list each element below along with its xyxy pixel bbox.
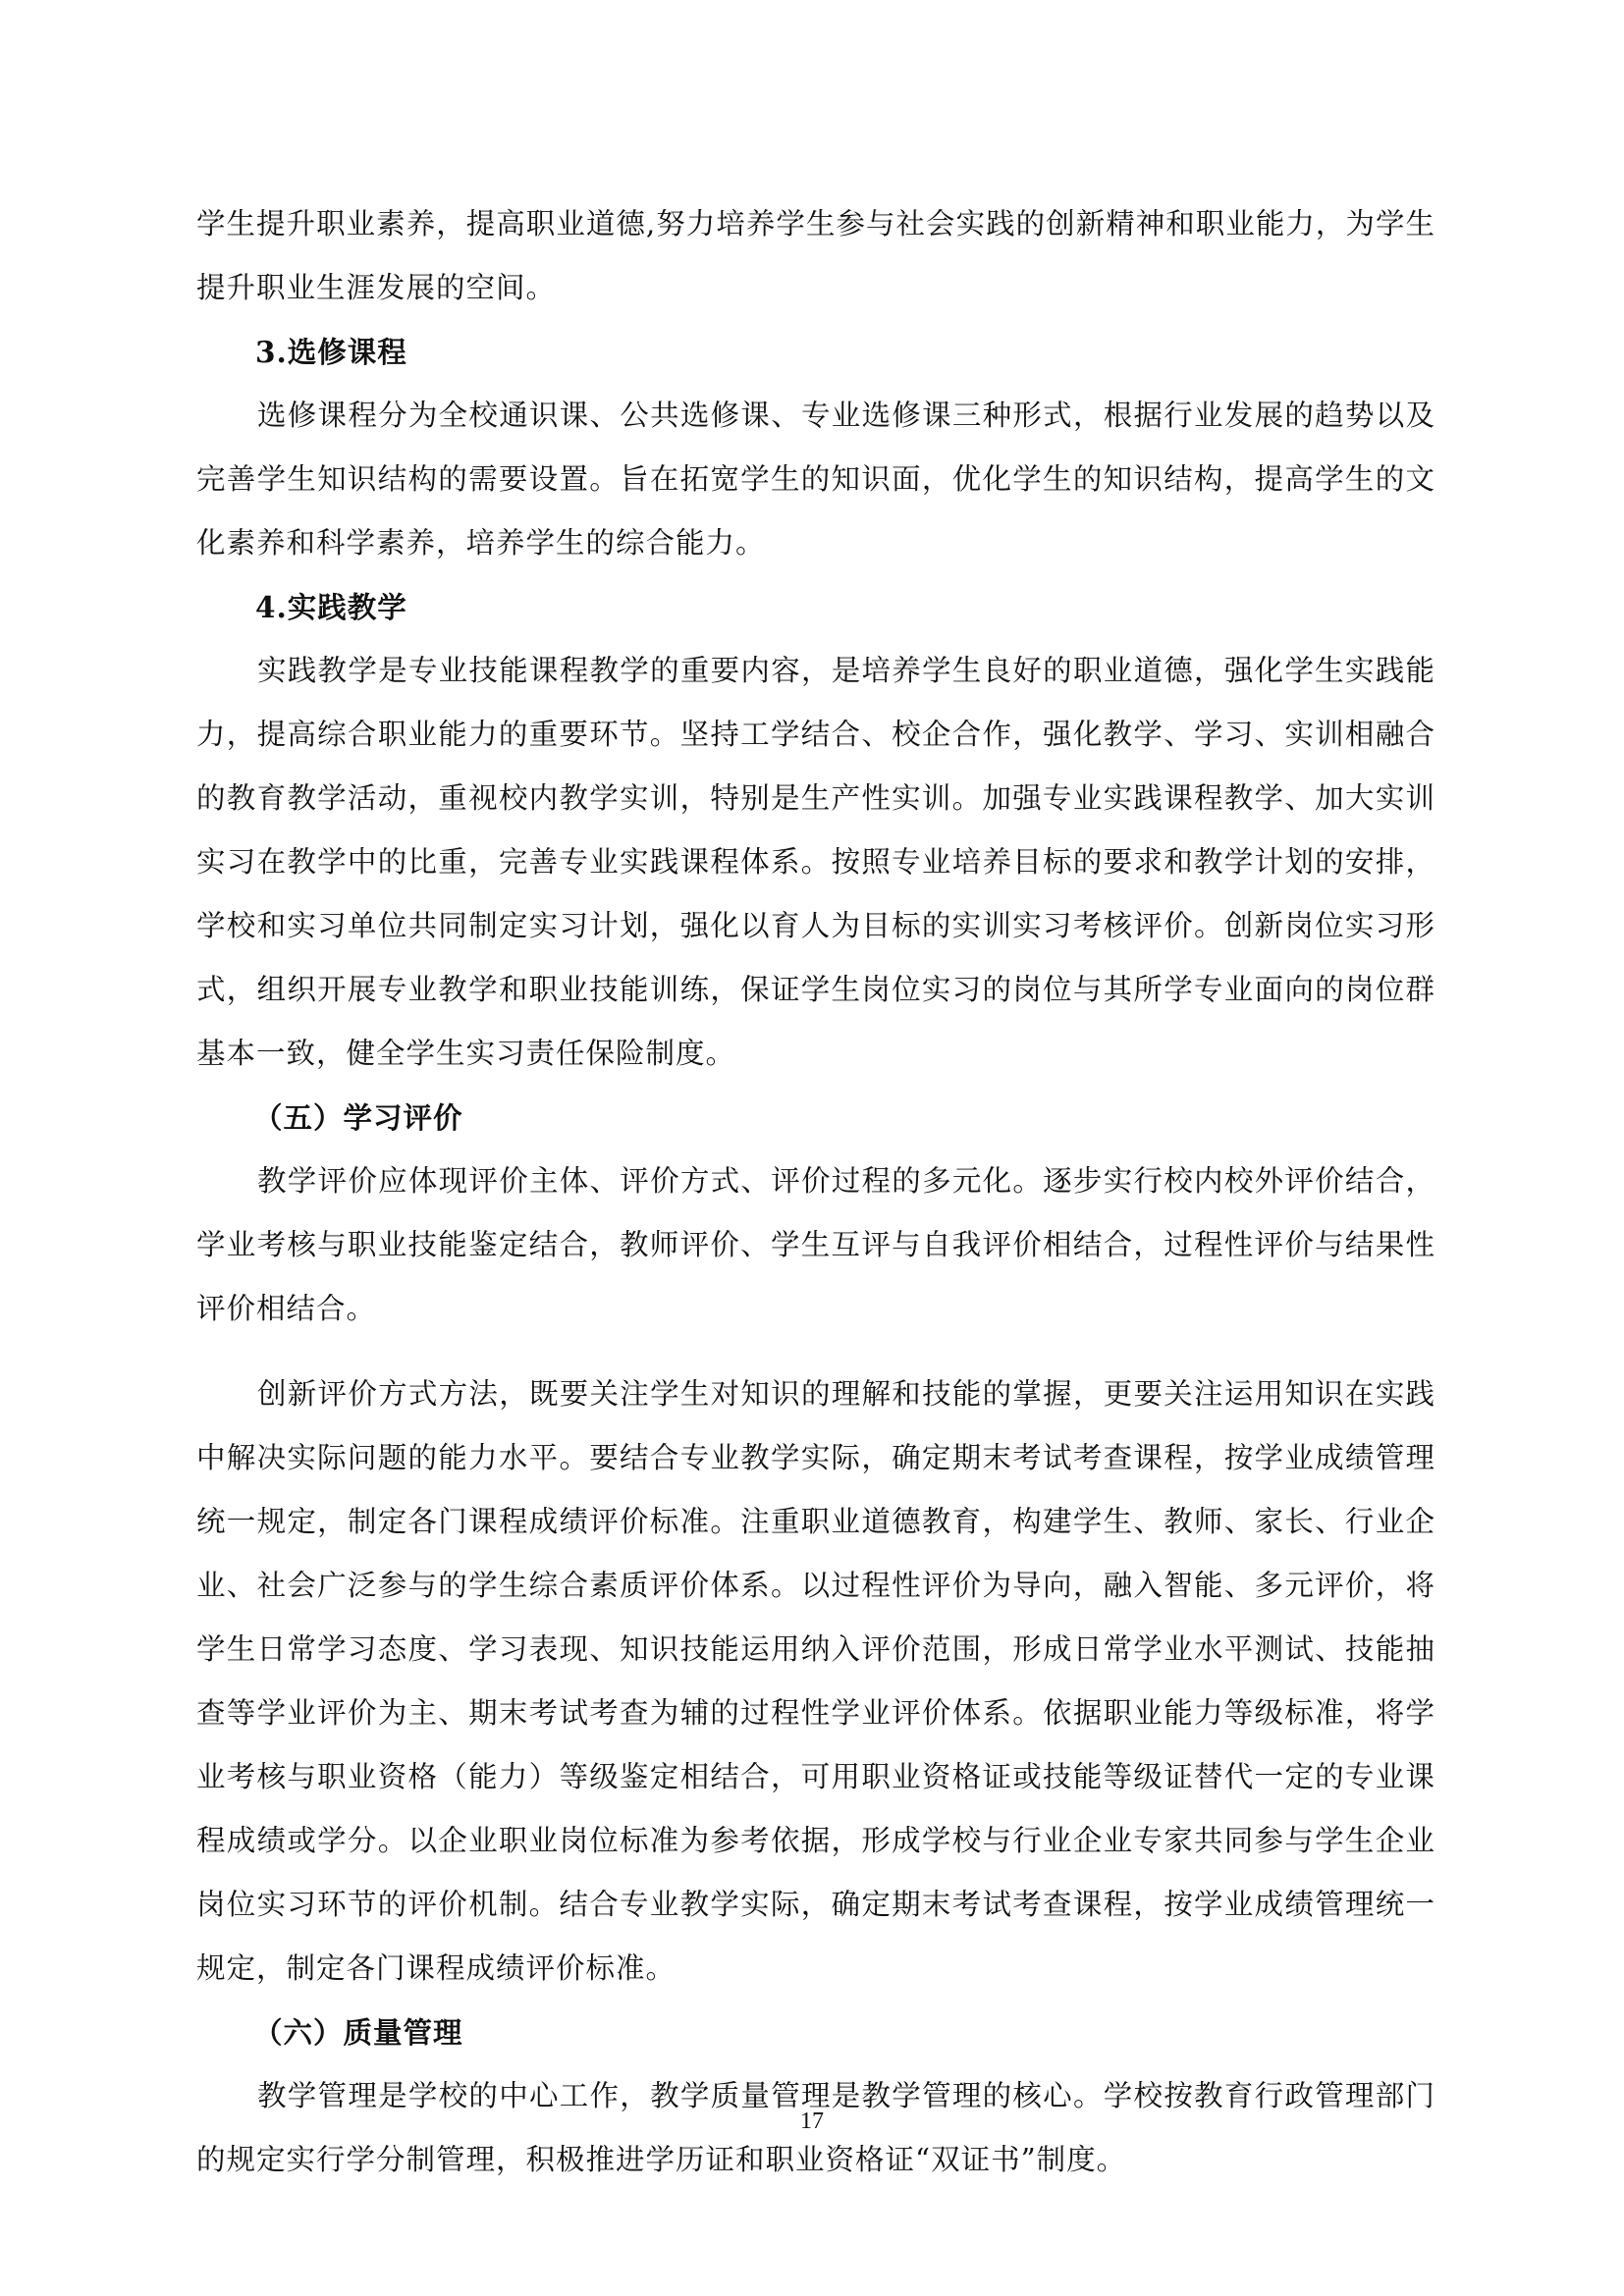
heading-quality-management: （六）质量管理 [253,2015,463,2050]
document-body [196,192,1435,2192]
paragraph-quality-management: 教学管理是学校的中心工作，教学质量管理是教学管理的核心。学校按教育行政管理部门的规定实行学分制管理，积极推进学历证和职业资格证“双证书”制度。 [196,2079,1435,2176]
paragraph-evaluation-methods: 创新评价方式方法，既要关注学生对知识的理解和技能的掌握，更要关注运用知识在实践中解决实际问题的能力水平。要结合专业教学实际，确定期末考试考查课程，按学业成绩管理统一规定，制定各门课程成绩评价标准。注重职业道德教育，构建学生、教师、家长、行业企业、社会广泛参与的学生综合素质评价体系。以过程性评价为导向，融入智能、多元评价，将学生日常学习态度、学习表现、知识技能运用纳入评价范围，形成日常学业水平测试、技能抽查等学业评价为主、期末考试考查为辅的过程性学业评价体系。依据职业能力等级标准，将学业考核与职业资格（能力）等级鉴定相结合，可用职业资格证或技能等级证替代一定的专业课程成绩或学分。以企业职业岗位标准为参考依据，形成学校与行业企业专家共同参与学生企业岗位实习环节的评价机制。结合专业教学实际，确定期末考试考查课程，按学业成绩管理统一规定，制定各门课程成绩评价标准。 [196,1377,1435,1985]
heading-learning-evaluation: （五）学习评价 [253,1100,463,1135]
paragraph-career-development: 学生提升职业素养，提高职业道德,努力培养学生参与社会实践的创新精神和职业能力，为学生提升职业生涯发展的空间。 [196,207,1435,304]
paragraph-spacer [196,1341,1435,1362]
paragraph-elective-courses: 选修课程分为全校通识课、公共选修课、专业选修课三种形式，根据行业发展的趋势以及完善学生知识结构的需要设置。旨在拓宽学生的知识面，优化学生的知识结构，提高学生的文化素养和科学素养，培养学生的综合能力。 [196,399,1435,560]
page-number: 17 [800,2109,824,2134]
heading-elective-courses: 3.选修课程 [255,335,407,369]
heading-practical-teaching: 4.实践教学 [255,590,407,624]
paragraph-practical-teaching: 实践教学是专业技能课程教学的重要内容，是培养学生良好的职业道德，强化学生实践能力，提高综合职业能力的重要环节。坚持工学结合、校企合作，强化教学、学习、实训相融合的教育教学活动，重视校内教学实训，特别是生产性实训。加强专业实践课程教学、加大实训实习在教学中的比重，完善专业实践课程体系。按照专业培养目标的要求和教学计划的安排，学校和实习单位共同制定实习计划，强化以育人为目标的实训实习考核评价。创新岗位实习形式，组织开展专业教学和职业技能训练，保证学生岗位实习的岗位与其所学专业面向的岗位群基本一致，健全学生实习责任保险制度。 [196,654,1435,1070]
paragraph-evaluation-diversity: 教学评价应体现评价主体、评价方式、评价过程的多元化。逐步实行校内校外评价结合，学业考核与职业技能鉴定结合，教师评价、学生互评与自我评价相结合，过程性评价与结果性评价相结合。 [196,1164,1435,1325]
